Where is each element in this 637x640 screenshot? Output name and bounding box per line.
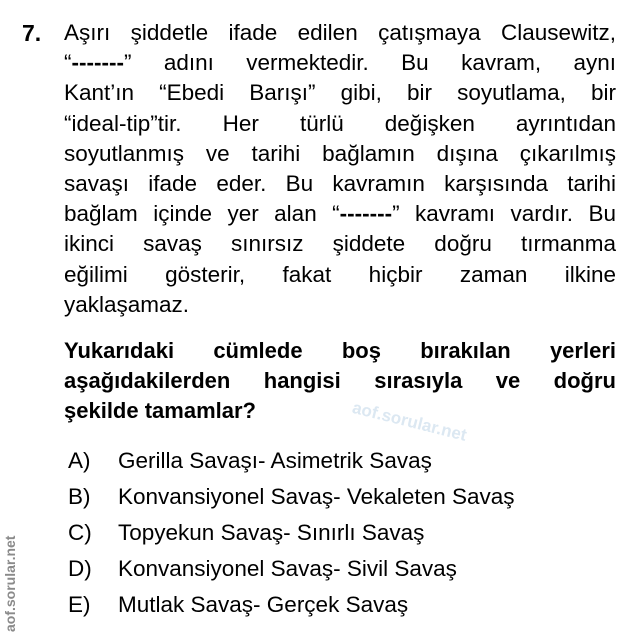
option-label: C)	[68, 520, 92, 545]
option-label: A)	[68, 448, 91, 473]
option-label: E)	[68, 592, 91, 617]
stem-line: “-------” adını vermektedir. Bu kavram, aynı	[64, 50, 616, 76]
stem-line: savaşı ifade eder. Bu kavramın karşısında tarihi	[64, 171, 616, 197]
stem-line: eğilimi gösterir, fakat hiçbir zaman ilkine	[64, 261, 616, 287]
stem-line: “ideal-tip”tir. Her türlü değişken ayrıntıdan	[64, 110, 616, 136]
watermark-side: aof.sorular.net	[2, 535, 18, 632]
question-stem	[64, 18, 616, 320]
stem-line: yaklaşamaz.	[64, 291, 190, 317]
option-e[interactable]	[68, 587, 515, 623]
blank-placeholder: -------	[71, 50, 124, 76]
prompt-line: aşağıdakilerden hangisi sırasıyla ve doğru	[64, 368, 616, 393]
option-a[interactable]	[68, 443, 515, 479]
blank-placeholder: -------	[339, 201, 393, 227]
option-label: D)	[68, 556, 92, 581]
stem-line: soyutlanmış ve tarihi bağlamın dışına çıkarılmış	[64, 140, 616, 166]
stem-line: Kant’ın “Ebedi Barışı” gibi, bir soyutlama, bir	[64, 80, 616, 106]
answer-options	[68, 443, 515, 623]
stem-line: ikinci savaş sınırsız şiddete doğru tırmanma	[64, 231, 616, 257]
question-prompt	[64, 336, 616, 426]
stem-line: bağlam içinde yer alan “-------” kavramı vardır. Bu	[64, 201, 616, 227]
option-text: Topyekun Savaş- Sınırlı Savaş	[118, 520, 425, 545]
watermark-diagonal: aof.sorular.net	[350, 398, 469, 445]
option-text: Konvansiyonel Savaş- Sivil Savaş	[118, 556, 457, 581]
option-c[interactable]	[68, 515, 515, 551]
prompt-line: Yukarıdaki cümlede boş bırakılan yerleri	[64, 338, 616, 363]
option-text: Gerilla Savaşı- Asimetrik Savaş	[118, 448, 432, 473]
prompt-line: şekilde tamamlar?	[64, 398, 256, 423]
option-label: B)	[68, 484, 91, 509]
stem-line: Aşırı şiddetle ifade edilen çatışmaya Clausewitz,	[64, 20, 616, 45]
option-text: Konvansiyonel Savaş- Vekaleten Savaş	[118, 484, 515, 509]
question-number: 7.	[22, 20, 42, 46]
option-b[interactable]	[68, 479, 515, 515]
option-text: Mutlak Savaş- Gerçek Savaş	[118, 592, 409, 617]
option-d[interactable]	[68, 551, 515, 587]
